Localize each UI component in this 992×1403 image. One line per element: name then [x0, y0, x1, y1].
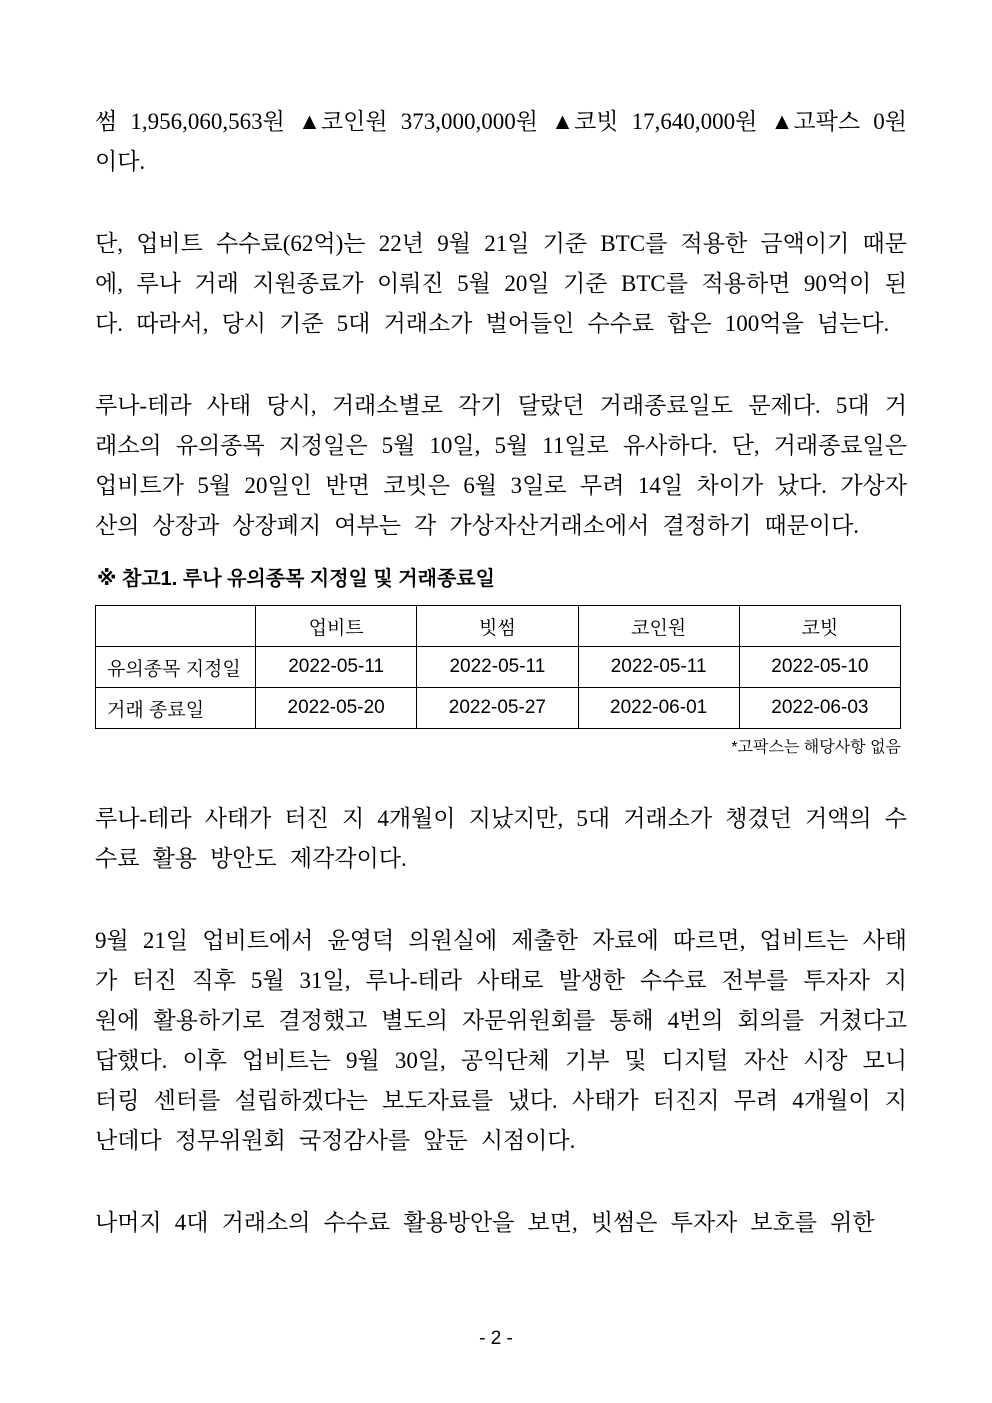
table-header-cell-bithumb: 빗썸 [417, 606, 578, 647]
table-cell: 2022-05-11 [578, 647, 739, 688]
luna-dates-table [95, 605, 901, 729]
table-header-cell-upbit: 업비트 [256, 606, 417, 647]
row-label-cell: 거래 종료일 [96, 688, 256, 729]
table-footnote: *고팍스는 해당사항 없음 [731, 739, 901, 756]
table-cell: 2022-06-03 [739, 688, 900, 729]
paragraph-upbit-response: 9월 21일 업비트에서 윤영덕 의원실에 제출한 자료에 따르면, 업비트는 사태가 터진 직후 5월 31일, 루나-테라 사태로 발생한 수수료 전부를 투자자 지원에 활용하기로 결정했고 별도의 자문위원회를 통해 4번의 회의를 거쳤다고 답했다. 이후 업비트는 9월 30일, 공익단체 기부 및 디지털 자산 시장 모니터링 센터를 설립하겠다는 보도자료를 냈다. 사태가 터진지 무려 4개월이 지난데다 정무위원회 국정감사를 앞둔 시점이다. [95, 928, 907, 1153]
document-content [95, 102, 907, 1285]
row-label-cell: 유의종목 지정일 [96, 647, 256, 688]
table-cell: 2022-05-27 [417, 688, 578, 729]
table-cell: 2022-05-10 [739, 647, 900, 688]
reference-table-title: ※ 참고1. 루나 유의종목 지정일 및 거래종료일 [97, 568, 495, 590]
table-header-cell-korbit: 코빗 [739, 606, 900, 647]
table-header-row [96, 606, 901, 647]
table-row-designation-date [96, 647, 901, 688]
paragraph-upbit-fee-note: 단, 업비트 수수료(62억)는 22년 9월 21일 기준 BTC를 적용한 금액이기 때문에, 루나 거래 지원종료가 이뤄진 5월 20일 기준 BTC를 적용하면 90억이 된다. 따라서, 당시 기준 5대 거래소가 벌어들인 수수료 합은 100억을 넘는다. [95, 231, 907, 336]
table-cell: 2022-05-11 [256, 647, 417, 688]
paragraph-fees-by-exchange: 썸 1,956,060,563원 ▲코인원 373,000,000원 ▲코빗 17,640,000원 ▲고팍스 0원이다. [95, 109, 907, 174]
table-cell: 2022-05-11 [417, 647, 578, 688]
page-number: - 2 - [479, 1328, 513, 1349]
table-cell: 2022-06-01 [578, 688, 739, 729]
table-cell: 2022-05-20 [256, 688, 417, 729]
paragraph-other-exchanges: 나머지 4대 거래소의 수수료 활용방안을 보면, 빗썸은 투자자 보호를 위한 [95, 1210, 875, 1235]
paragraph-fee-usage-plans: 루나-테라 사태가 터진 지 4개월이 지났지만, 5대 거래소가 챙겼던 거액의 수수료 활용 방안도 제각각이다. [95, 806, 907, 871]
paragraph-closing-dates-issue: 루나-테라 사태 당시, 거래소별로 각기 달랐던 거래종료일도 문제다. 5대 거래소의 유의종목 지정일은 5월 10일, 5월 11일로 유사하다. 단, 거래종료일은 업비트가 5월 20일인 반면 코빗은 6월 3일로 무려 14일 차이가 났다. 가상자산의 상장과 상장폐지 여부는 각 가상자산거래소에서 결정하기 때문이다. [95, 393, 907, 538]
table-header-cell-empty [96, 606, 256, 647]
table-header-cell-coinone: 코인원 [578, 606, 739, 647]
table-row-trading-end-date [96, 688, 901, 729]
